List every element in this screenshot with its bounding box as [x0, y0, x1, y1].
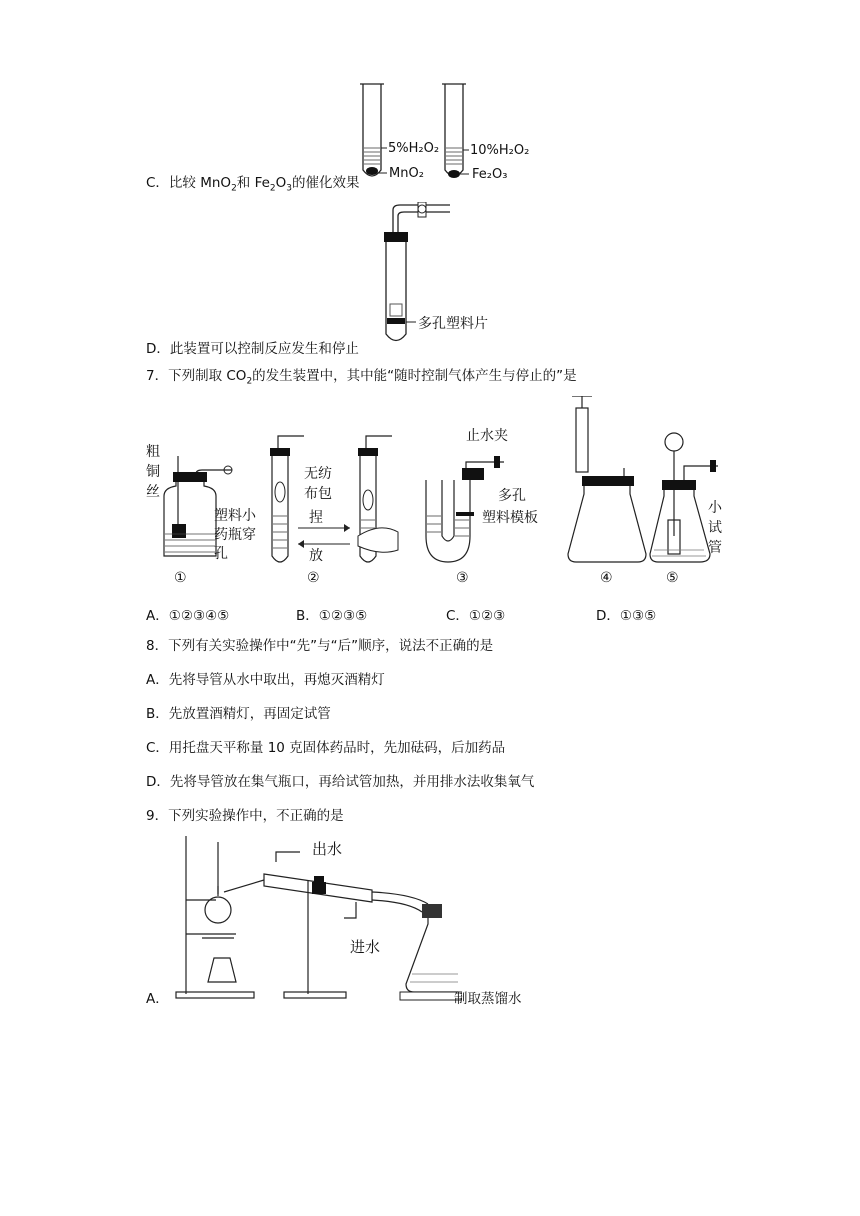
q9-option-a-letter: A．: [146, 991, 169, 1007]
q8-stem: 8．下列有关实验操作中“先”与“后”顺序，说法不正确的是: [146, 638, 494, 654]
coarse-wire-label-2: 铜: [146, 464, 160, 480]
q6-option-c-text: C．比较 MnO$_2$和 $Fe_2O_3$的催化效果: [146, 175, 360, 194]
q7-option-b[interactable]: B．①②③⑤: [296, 608, 368, 624]
porous-board-label-1: 多孔: [498, 488, 526, 504]
apparatus-number-4: ④: [600, 570, 613, 586]
plastic-bottle-label-2: 药瓶穿: [214, 527, 256, 543]
q7-stem: 7．下列制取 $CO_2$的发生装置中，其中能“随时控制气体产生与停止的”是: [146, 368, 577, 387]
q9-option-a-caption: 制取蒸馏水: [454, 991, 522, 1007]
control-reaction-figure: [380, 202, 520, 350]
plastic-bottle-label-1: 塑料小: [214, 508, 256, 524]
tube1-solution-label: 5%H₂O₂: [388, 141, 440, 156]
coarse-wire-label-1: 粗: [146, 444, 160, 460]
plastic-bottle-label-3: 孔: [214, 546, 228, 562]
q8-option-b[interactable]: B．先放置酒精灯，再固定试管: [146, 706, 331, 722]
tube2-catalyst-label: Fe₂O₃: [472, 167, 508, 182]
q7-option-d[interactable]: D．①③⑤: [596, 608, 657, 624]
q8-option-c[interactable]: C．用托盘天平称量 10 克固体药品时，先加砝码，后加药品: [146, 740, 506, 756]
distillation-figure: [172, 834, 462, 1004]
apparatus-number-5: ⑤: [666, 570, 679, 586]
catalyst-comparison-figure: [355, 82, 545, 188]
water-in-label: 进水: [350, 938, 381, 956]
co2-apparatus-figure: [144, 396, 724, 586]
small-tube-label-3: 管: [708, 540, 722, 556]
q7-option-a[interactable]: A．①②③④⑤: [146, 608, 230, 624]
porous-board-label-2: 塑料模板: [482, 510, 538, 526]
q7-option-c[interactable]: C．①②③: [446, 608, 506, 624]
cloth-bag-label-1: 无纺: [304, 466, 332, 482]
porous-plastic-label: 多孔塑料片: [418, 316, 488, 332]
coarse-wire-label-3: 丝: [146, 484, 160, 500]
q6-option-d-text: D．此装置可以控制反应发生和停止: [146, 341, 359, 357]
water-out-label: 出水: [312, 840, 343, 858]
q8-option-d[interactable]: D．先将导管放在集气瓶口，再给试管加热，并用排水法收集氧气: [146, 774, 535, 790]
apparatus-number-1: ①: [174, 570, 187, 586]
cloth-bag-label-2: 布包: [304, 486, 332, 502]
apparatus-number-2: ②: [307, 570, 320, 586]
release-label: 放: [309, 548, 323, 564]
q9-stem: 9．下列实验操作中，不正确的是: [146, 808, 344, 824]
tube1-catalyst-label: MnO₂: [389, 166, 424, 181]
small-tube-label-2: 试: [708, 520, 722, 536]
q9-option-a[interactable]: [146, 990, 522, 1008]
clamp-label: 止水夹: [466, 428, 508, 444]
q8-option-a[interactable]: A．先将导管从水中取出，再熄灭酒精灯: [146, 672, 385, 688]
tube2-solution-label: 10%H₂O₂: [470, 143, 530, 158]
apparatus-number-3: ③: [456, 570, 469, 586]
squeeze-label: 捏: [309, 510, 323, 526]
small-tube-label-1: 小: [708, 500, 722, 516]
